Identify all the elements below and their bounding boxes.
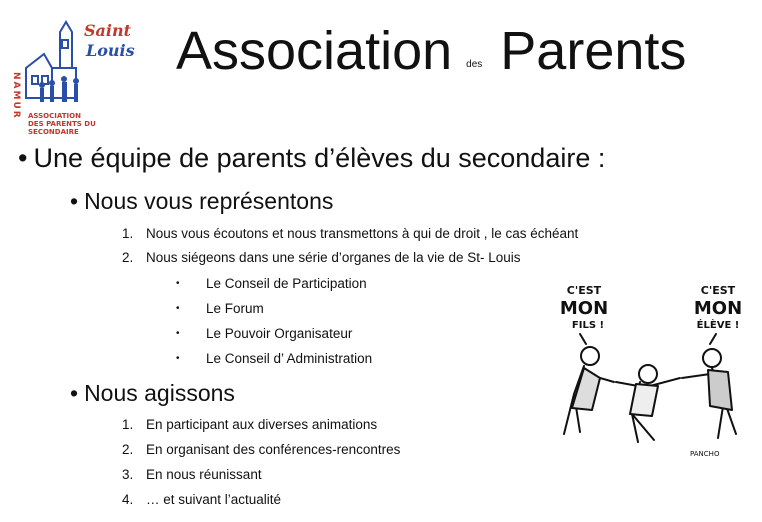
bullet-icon: •	[18, 143, 28, 173]
main-bullet	[18, 143, 605, 174]
left-bubble-line1: C'EST	[566, 284, 602, 297]
list-item-text: En nous réunissant	[146, 467, 262, 482]
sub-list-item-text: Le Conseil d’ Administration	[206, 351, 373, 366]
list-item-number: 1.	[122, 417, 134, 432]
tug-of-war-cartoon-icon	[550, 282, 758, 472]
list-item-text: … et suivant l’actualité	[146, 492, 282, 507]
page-title	[176, 20, 686, 82]
list-item-number: 2.	[122, 442, 134, 457]
main-bullet-text: Une équipe de parents d’élèves du secondaire :	[33, 143, 606, 173]
logo-caption-line2: DES PARENTS DU SECONDAIRE	[28, 120, 96, 136]
logo-caption	[28, 112, 144, 136]
list-item-text: Nous siégeons dans une série d’organes de la vie de St- Louis	[146, 250, 521, 265]
title-word-parents: Parents	[500, 21, 687, 81]
school-logo-icon	[4, 12, 144, 122]
list-item-number: 2.	[122, 250, 134, 265]
logo-caption-line1: ASSOCIATION	[28, 112, 81, 120]
list-item-text: En organisant des conférences-rencontres	[146, 442, 401, 457]
list-item-number: 4.	[122, 492, 134, 507]
title-word-association: Association	[176, 21, 453, 81]
sub-list-item-text: Le Pouvoir Organisateur	[206, 326, 353, 341]
section-act-label: Nous agissons	[84, 380, 235, 406]
list-item	[122, 226, 578, 241]
bullet-icon: •	[176, 278, 180, 289]
sub-list-item-text: Le Forum	[206, 301, 264, 316]
title-connector: des	[466, 59, 483, 70]
sub-list-item	[176, 276, 367, 291]
list-item	[122, 250, 521, 265]
section-represent-label: Nous vous représentons	[84, 188, 334, 214]
list-item	[122, 492, 281, 507]
bullet-icon: •	[176, 353, 180, 364]
section-represent-heading	[70, 188, 333, 215]
sub-list-item	[176, 301, 264, 316]
left-bubble-line3: FILS !	[571, 320, 605, 331]
sub-list-item	[176, 326, 352, 341]
list-item	[122, 442, 400, 457]
right-bubble-line1: C'EST	[700, 284, 736, 297]
sub-list-item	[176, 351, 372, 366]
logo-saint-text: Saint	[84, 21, 132, 40]
section-act-heading	[70, 380, 235, 407]
logo-vertical-text: NAMUR	[11, 72, 21, 120]
bullet-icon: •	[70, 188, 79, 214]
bullet-icon: •	[176, 303, 180, 314]
list-item-text: En participant aux diverses animations	[146, 417, 378, 432]
logo-louis-text: Louis	[86, 41, 135, 60]
right-bubble-line2: MON	[693, 298, 743, 319]
sub-list-item-text: Le Conseil de Participation	[206, 276, 367, 291]
list-item	[122, 417, 377, 432]
left-bubble-line2: MON	[559, 298, 609, 319]
cartoon-signature: PANCHO	[690, 450, 720, 458]
logo	[4, 12, 144, 136]
list-item-number: 3.	[122, 467, 134, 482]
cartoon-illustration	[550, 282, 758, 472]
list-item-text: Nous vous écoutons et nous transmettons à qui de droit , le cas échéant	[146, 226, 579, 241]
bullet-icon: •	[176, 328, 180, 339]
list-item-number: 1.	[122, 226, 134, 241]
bullet-icon: •	[70, 380, 79, 406]
list-item	[122, 467, 262, 482]
right-bubble-line3: ÉLÈVE !	[696, 320, 740, 331]
